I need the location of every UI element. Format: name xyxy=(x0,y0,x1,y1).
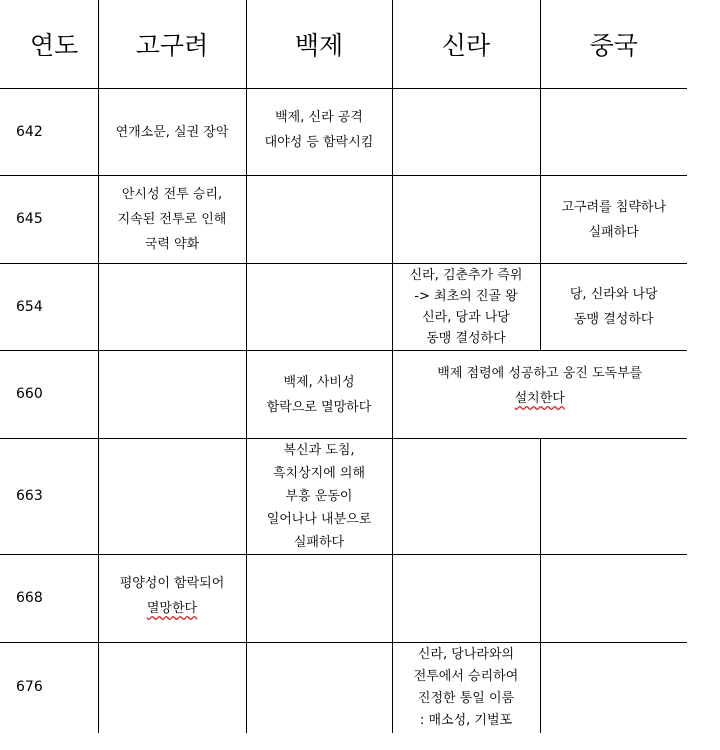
year-cell: 668 xyxy=(0,555,98,643)
cell-line: 신라, 당과 나당 xyxy=(422,310,510,325)
silla-cell xyxy=(392,264,540,351)
baekje-cell xyxy=(246,643,392,733)
silla-cell xyxy=(392,89,540,176)
cell-line: : 매소성, 기벌포 xyxy=(419,712,513,728)
spellcheck-text: 멸망한다 xyxy=(146,601,198,616)
goguryeo-cell xyxy=(98,439,246,555)
china-cell xyxy=(540,439,687,555)
cell-line: -> 최초의 진골 왕 xyxy=(414,289,518,304)
cell-line: 부흥 운동이 xyxy=(285,489,353,504)
silla-cell xyxy=(392,643,540,733)
baekje-cell xyxy=(246,439,392,555)
cell-line: 백제 점령에 성공하고 웅진 도독부를 xyxy=(437,366,643,381)
year-cell: 642 xyxy=(0,89,98,176)
spellcheck-text: 설치한다 xyxy=(514,391,565,406)
cell-line: 고구려를 침략하나 xyxy=(561,199,667,215)
goguryeo-cell xyxy=(98,89,246,176)
goguryeo-cell xyxy=(98,555,246,643)
goguryeo-cell xyxy=(98,176,246,264)
china-cell xyxy=(540,89,687,176)
year-cell: 660 xyxy=(0,351,98,439)
header-row xyxy=(0,0,687,89)
header-goguryeo: 고구려 xyxy=(98,0,246,89)
cell-line: 안시성 전투 승리, xyxy=(121,187,223,202)
cell-line: 일어나나 내분으로 xyxy=(266,512,372,527)
cell-line: 전투에서 승리하여 xyxy=(413,668,519,684)
cell-line: 복신과 도침, xyxy=(283,443,355,458)
cell-line: 국력 약화 xyxy=(144,237,200,252)
cell-line: 백제, 사비성 xyxy=(283,374,355,390)
silla-cell xyxy=(392,439,540,555)
cell-line: 백제, 신라 공격 xyxy=(275,110,363,125)
baekje-cell xyxy=(246,264,392,351)
year-cell: 645 xyxy=(0,176,98,264)
cell-line: 실패하다 xyxy=(588,224,639,240)
year-cell: 663 xyxy=(0,439,98,555)
table-row xyxy=(0,264,687,351)
baekje-cell xyxy=(246,176,392,264)
cell-line: 동맹 결성하다 xyxy=(574,312,654,327)
header-china: 중국 xyxy=(540,0,687,89)
table-row xyxy=(0,89,687,176)
silla-china-merged-cell xyxy=(392,351,687,439)
silla-cell xyxy=(392,555,540,643)
table-row xyxy=(0,176,687,264)
baekje-cell xyxy=(246,351,392,439)
table-row xyxy=(0,351,687,439)
cell-line: 신라, 김춘추가 즉위 xyxy=(409,268,523,283)
cell-line xyxy=(396,386,685,411)
cell-line: 대야성 등 함락시킴 xyxy=(264,135,374,150)
cell-line: 평양성이 함락되어 xyxy=(119,576,225,591)
goguryeo-cell xyxy=(98,643,246,733)
cell-line: 신라, 당나라와의 xyxy=(417,646,515,662)
baekje-cell xyxy=(246,89,392,176)
china-cell xyxy=(540,643,687,733)
cell-line: 흑치상지에 의해 xyxy=(272,466,366,481)
table-row xyxy=(0,643,687,733)
silla-cell xyxy=(392,176,540,264)
goguryeo-cell xyxy=(98,264,246,351)
cell-line: 함락으로 멸망하다 xyxy=(266,399,372,415)
goguryeo-cell xyxy=(98,351,246,439)
cell-line: 연개소문, 실권 장악 xyxy=(115,124,229,140)
table-row xyxy=(0,439,687,555)
china-cell xyxy=(540,264,687,351)
year-cell: 676 xyxy=(16,679,43,696)
header-silla: 신라 xyxy=(392,0,540,89)
cell-line: 동맹 결성하다 xyxy=(426,331,506,346)
year-cell: 654 xyxy=(0,264,98,351)
china-cell xyxy=(540,555,687,643)
baekje-cell xyxy=(246,555,392,643)
table-row xyxy=(0,555,687,643)
china-cell xyxy=(540,176,687,264)
cell-line xyxy=(102,596,243,621)
header-year: 연도 xyxy=(0,0,98,89)
cell-line: 진정한 통일 이룸 xyxy=(417,690,515,706)
cell-line: 당, 신라와 나당 xyxy=(569,287,658,302)
cell-line: 실패하다 xyxy=(293,535,345,550)
cell-line: 지속된 전투로 인해 xyxy=(117,212,227,227)
header-baekje: 백제 xyxy=(246,0,392,89)
